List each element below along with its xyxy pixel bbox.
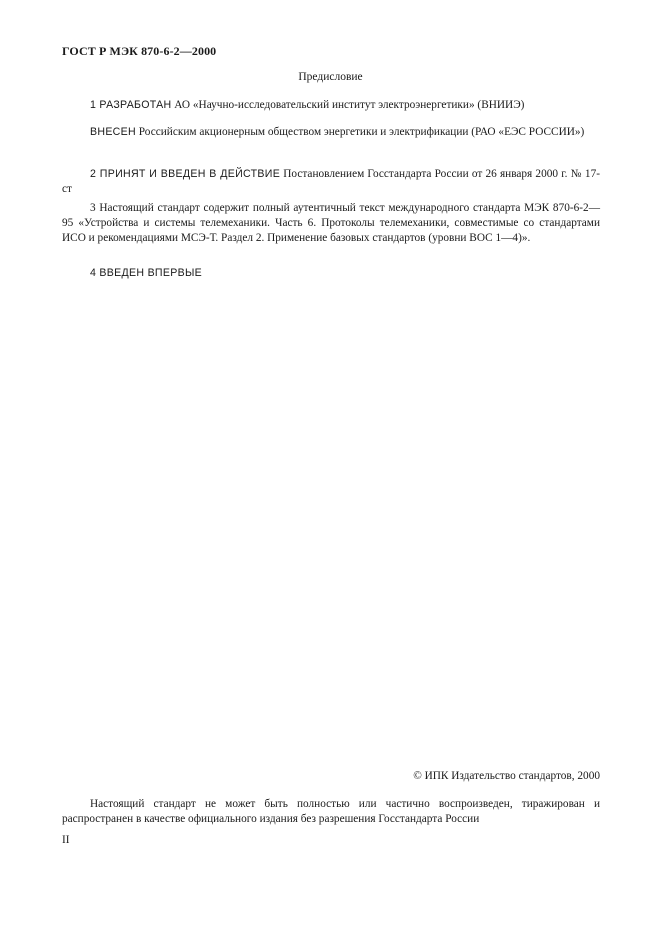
page-number: II — [62, 834, 70, 846]
foreword-item-text: 3 Настоящий стандарт содержит полный аутентичный текст международного стандарта МЭК 870-6-2—95 «Устройства и системы телемеханики. Часть 6. Протоколы телемеханики, совместимые со стандартами ИСО и рекомендациями МСЭ-Т. Раздел 2. Применение базовых стандартов (уровни ВОС 1—4)». — [62, 202, 600, 244]
foreword-item-first-introduced — [62, 266, 600, 281]
foreword-item-lead: ВНЕСЕН — [90, 126, 136, 138]
foreword-item-text: Российским акционерным обществом энергетики и электрификации (РАО «ЕЭС РОССИИ») — [135, 126, 585, 138]
foreword-title: Предисловие — [298, 71, 363, 83]
reproduction-notice: Настоящий стандарт не может быть полностью или частично воспроизведен, тиражирован и распространен в качестве официального издания без разрешения Госстандарта России — [62, 798, 600, 825]
foreword-item-content — [62, 201, 600, 246]
foreword-item-developed — [62, 98, 600, 113]
foreword-item-text: Постановлением Госстандарта России от 26 января 2000 г. № 17-ст — [62, 168, 600, 195]
foreword-item-lead: 1 РАЗРАБОТАН — [90, 99, 172, 111]
foreword-item-lead: 2 ПРИНЯТ И ВВЕДЕН В ДЕЙСТВИЕ — [90, 168, 281, 180]
page-header-standard-code: ГОСТ Р МЭК 870-6-2—2000 — [62, 44, 217, 58]
foreword-item-text: АО «Научно-исследовательский институт электроэнергетики» (ВНИИЭ) — [171, 99, 525, 111]
foreword-item-introduced — [62, 125, 600, 140]
foreword-item-lead: 4 ВВЕДЕН ВПЕРВЫЕ — [90, 267, 202, 279]
copyright-line: © ИПК Издательство стандартов, 2000 — [413, 770, 600, 782]
foreword-item-adopted — [62, 167, 600, 197]
